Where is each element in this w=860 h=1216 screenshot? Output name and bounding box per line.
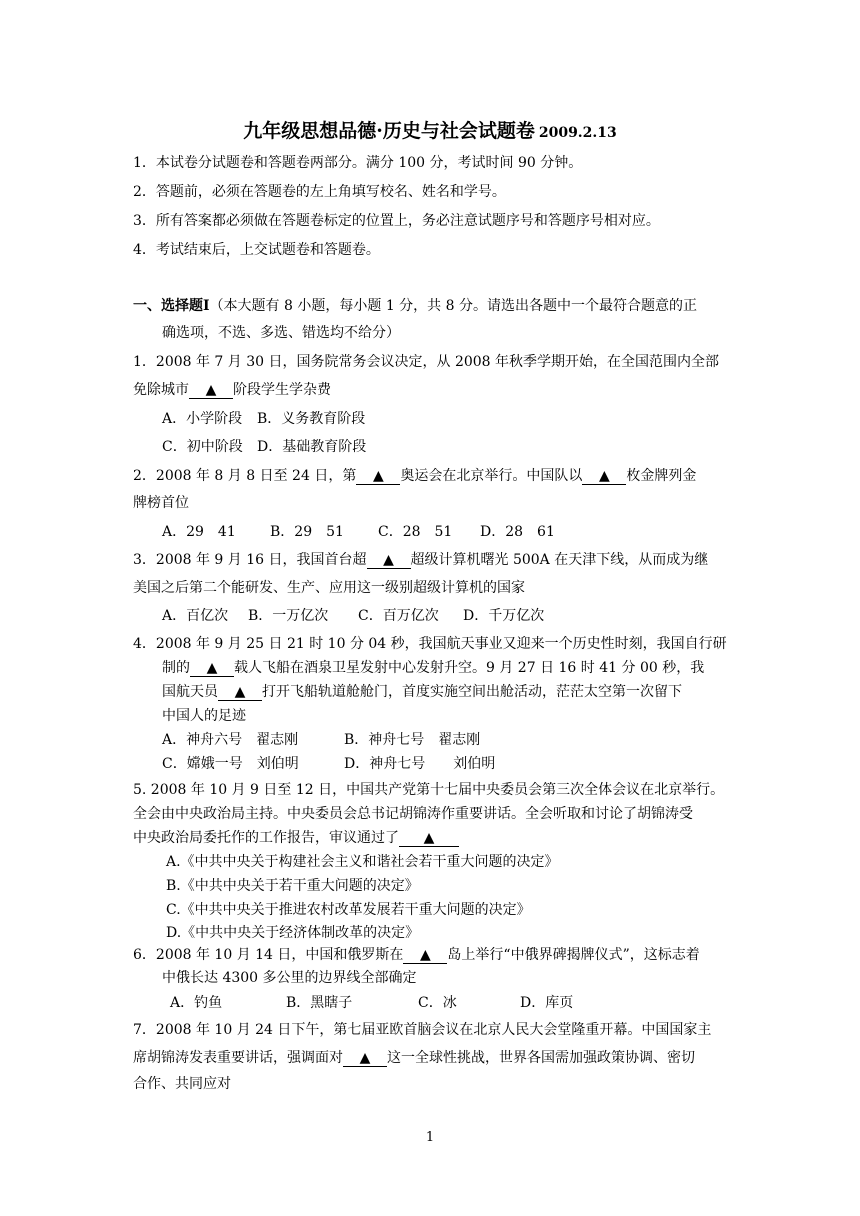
- section-heading: [133, 297, 697, 315]
- option-c: C.《中共中央关于推进农村改革发展若干重大问题的决定》: [166, 902, 531, 918]
- question-4-text: 制的 ▲ 载人飞船在酒泉卫星发射中心发射升空。9 月 27 日 16 时 41 分 00 秒，我: [162, 660, 705, 676]
- option-b: B．义务教育阶段: [257, 411, 366, 427]
- question-4-text: 中国人的足迹: [162, 708, 246, 724]
- page-number: 1: [425, 1130, 435, 1145]
- question-2-text: 2．2008 年 8 月 8 日至 24 日，第 ▲ 奥运会在北京举行。中国队以 ▲ 枚金牌列金: [133, 468, 697, 484]
- answer-blank: ▲: [189, 382, 233, 399]
- answer-blank: ▲: [343, 1050, 387, 1067]
- question-3-text: 美国之后第二个能研发、生产、应用这一级别超级计算机的国家: [133, 580, 525, 596]
- option-c: C．初中阶段: [162, 439, 243, 455]
- option-c: C．冰: [418, 995, 457, 1011]
- question-4-text: 国航天员 ▲ 打开飞船轨道舱舱门，首度实施空间出舱活动，茫茫太空第一次留下: [162, 684, 682, 700]
- instruction-item: 3．所有答案都必须做在答题卷标定的位置上，务必注意试题序号和答题序号相对应。: [133, 213, 660, 229]
- answer-blank: ▲: [403, 947, 447, 964]
- question-1-text: 1．2008 年 7 月 30 日，国务院常务会议决定，从 2008 年秋季学期开始，在全国范围内全部: [133, 354, 720, 370]
- option-d: D.《中共中央关于经济体制改革的决定》: [166, 925, 420, 941]
- instruction-item: 2．答题前，必须在答题卷的左上角填写校名、姓名和学号。: [133, 184, 506, 200]
- option-c: C．28 51: [378, 524, 453, 540]
- option-a: A．神舟六号 翟志刚: [162, 732, 299, 748]
- option-b: B．黑瞎子: [286, 995, 353, 1011]
- title-date: 2009.2.13: [538, 125, 617, 141]
- option-d: D．库页: [520, 995, 574, 1011]
- option-c: C．嫦娥一号 刘伯明: [162, 756, 299, 772]
- question-2-text: 牌榜首位: [133, 495, 189, 511]
- option-a: A．小学阶段: [162, 411, 243, 427]
- question-6-text: 6．2008 年 10 月 14 日，中国和俄罗斯在 ▲ 岛上举行“中俄界碑揭牌仪式”，这标志着: [133, 947, 700, 963]
- option-a: A．钓鱼: [170, 995, 223, 1011]
- option-a: A.《中共中央关于构建社会主义和谐社会若干重大问题的决定》: [166, 854, 559, 870]
- option-d: D．基础教育阶段: [257, 439, 367, 455]
- answer-blank: ▲: [190, 660, 234, 677]
- option-d: D．28 61: [480, 524, 555, 540]
- option-b: B．29 51: [270, 524, 344, 540]
- answer-blank: ▲: [367, 552, 411, 569]
- instruction-item: 1．本试卷分试题卷和答题卷两部分。满分 100 分，考试时间 90 分钟。: [133, 155, 583, 171]
- option-b: B．一万亿次: [248, 608, 329, 624]
- question-4-text: 4．2008 年 9 月 25 日 21 时 10 分 04 秒，我国航天事业又迎来一个历史性时刻，我国自行研: [133, 636, 727, 652]
- option-b: B.《中共中央关于若干重大问题的决定》: [166, 878, 419, 894]
- section-title: 一、选择题Ⅰ: [133, 298, 210, 314]
- option-b: B．神舟七号 翟志刚: [344, 732, 481, 748]
- question-5-text: 中央政治局委托作的工作报告，审议通过了 ▲: [133, 829, 459, 847]
- section-description: （本大题有 8 小题，每小题 1 分，共 8 分。请选出各题中一个最符合题意的正: [209, 298, 697, 314]
- question-6-text: 中俄长达 4300 多公里的边界线全部确定: [162, 970, 417, 986]
- question-7-text: 7．2008 年 10 月 24 日下午，第七届亚欧首脑会议在北京人民大会堂隆重开幕。中国国家主: [133, 1022, 712, 1038]
- question-3-text: 3．2008 年 9 月 16 日，我国首台超 ▲ 超级计算机曙光 500A 在天津下线，从而成为继: [133, 552, 709, 568]
- option-a: A．百亿次: [162, 608, 229, 624]
- answer-blank: ▲: [582, 468, 626, 485]
- question-7-text: 合作、共同应对: [133, 1076, 231, 1092]
- title-text: 九年级思想品德·历史与社会试题卷: [243, 120, 535, 142]
- page-title: [0, 116, 860, 143]
- option-d: D．神舟七号 刘伯明: [344, 756, 496, 772]
- question-7-text: 席胡锦涛发表重要讲话，强调面对 ▲ 这一全球性挑战，世界各国需加强政策协调、密切: [133, 1050, 695, 1066]
- question-5-text: 全会由中央政治局主持。中央委员会总书记胡锦涛作重要讲话。全会听取和讨论了胡锦涛受: [133, 806, 693, 822]
- option-a: A．29 41: [162, 524, 236, 540]
- section-description-cont: 确选项，不选、多选、错选均不给分）: [162, 325, 400, 341]
- question-1-text: 免除城市 ▲ 阶段学生学杂费: [133, 382, 331, 398]
- question-5-text: 5. 2008 年 10 月 9 日至 12 日，中国共产党第十七届中央委员会第三次全体会议在北京举行。: [133, 782, 725, 798]
- instruction-item: 4．考试结束后，上交试题卷和答题卷。: [133, 242, 380, 258]
- answer-blank: ▲: [218, 684, 262, 701]
- answer-blank: ▲: [356, 468, 400, 485]
- option-d: D．千万亿次: [463, 608, 545, 624]
- option-c: C．百万亿次: [358, 608, 439, 624]
- answer-blank: ▲: [399, 830, 459, 847]
